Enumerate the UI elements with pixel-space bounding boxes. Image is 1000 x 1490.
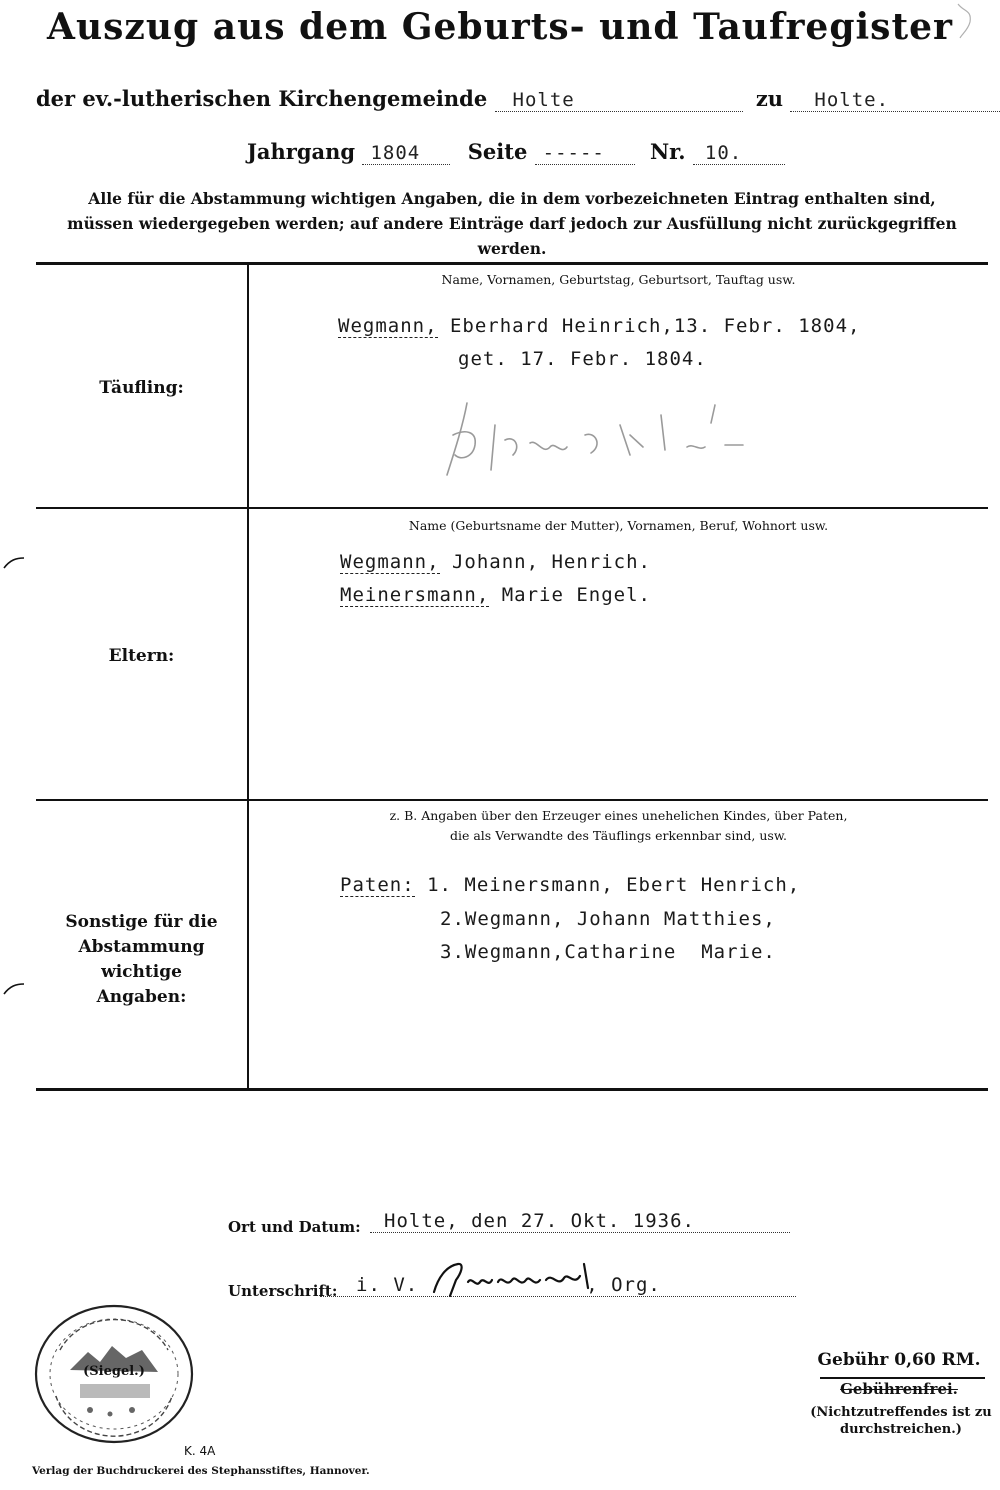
row-divider-1: [36, 507, 988, 509]
jahrgang-label: Jahrgang: [247, 139, 356, 164]
sonstige-label-line-3: Angaben:: [96, 987, 187, 1007]
zu-label: zu: [755, 86, 784, 111]
ort-datum-value: [370, 1210, 790, 1233]
pate-3: 3.Wegmann,Catharine Marie.: [440, 941, 776, 963]
mother-names: Marie Engel.: [489, 584, 651, 606]
unterschrift-suffix: , Org.: [586, 1274, 661, 1296]
eltern-heading: Name (Geburtsname der Mutter), Vornamen, Beruf, Wohnort usw.: [408, 518, 829, 533]
pate-line-1: [340, 874, 800, 896]
unterschrift-prefix: i. V.: [356, 1274, 419, 1296]
seite-label: Seite: [467, 139, 528, 164]
fee-free-struck: Gebührenfrei.: [840, 1380, 958, 1398]
fee-note: [806, 1404, 996, 1438]
father-surname: Wegmann,: [340, 551, 440, 573]
sonstige-label: [36, 910, 247, 1010]
table-bottom-rule: [36, 1088, 988, 1091]
parish-line: [36, 86, 1000, 112]
paten-label: Paten:: [340, 874, 415, 896]
father-names: Johann, Henrich.: [439, 551, 651, 573]
nr-value: 10.: [693, 142, 785, 165]
mother-surname: Meinersmann,: [340, 584, 490, 606]
jahrgang-line: [247, 139, 785, 165]
publisher-imprint: Verlag der Buchdruckerei des Stephansstiftes, Hannover.: [32, 1465, 370, 1477]
parish-prefix: der ev.-lutherischen Kirchengemeinde: [36, 86, 488, 111]
mother-line: [340, 584, 651, 606]
fee-separator: [820, 1377, 985, 1379]
sonstige-heading-line-2: die als Verwandte des Täuflings erkennbar sind, usw.: [449, 828, 788, 843]
taeufling-names-date: Eberhard Heinrich,13. Febr. 1804,: [437, 315, 861, 337]
table-top-rule: [36, 262, 988, 265]
ort-datum-text: Holte, den 27. Okt. 1936.: [384, 1210, 695, 1232]
seal-center-text: (Siegel.): [83, 1364, 145, 1379]
ort-datum-label: Ort und Datum:: [228, 1218, 361, 1236]
church-seal: [30, 1300, 198, 1450]
notice-line-2: müssen wiedergegeben werden; auf andere Einträge darf jedoch zur Ausfüllung nicht zurückgegriffen werden.: [67, 214, 957, 258]
margin-mark-1: [2, 556, 26, 570]
pate-2: 2.Wegmann, Johann Matthies,: [440, 908, 776, 930]
row-divider-2: [36, 799, 988, 801]
taeufling-line-2: get. 17. Febr. 1804.: [458, 348, 707, 370]
taeufling-heading: Name, Vornamen, Geburtstag, Geburtsort, Tauftag usw.: [441, 272, 796, 287]
parish-name: Holte: [495, 89, 743, 112]
taeufling-line-1: [338, 315, 860, 337]
sonstige-label-line-2: Abstammung wichtige: [78, 937, 205, 982]
pate-1: 1. Meinersmann, Ebert Henrich,: [414, 874, 801, 896]
fee-note-line-1: (Nichtzutreffendes ist zu: [810, 1405, 992, 1420]
sonstige-heading-line-1: z. B. Angaben über den Erzeuger eines unehelichen Kindes, über Paten,: [389, 808, 848, 823]
notice-line-1: Alle für die Abstammung wichtigen Angaben, die in dem vorbezeichneten Eintrag enthalten sind,: [88, 189, 936, 208]
father-line: [340, 551, 651, 573]
instruction-notice: [36, 186, 988, 261]
sonstige-label-line-1: Sonstige für die: [65, 912, 218, 932]
pencil-annotation: [425, 395, 755, 490]
jahrgang-value: 1804: [362, 142, 450, 165]
fee-note-line-2: durchstreichen.): [840, 1422, 962, 1437]
taeufling-surname: Wegmann,: [338, 315, 438, 337]
seite-value: -----: [535, 142, 635, 165]
zu-place: Holte.: [790, 89, 1000, 112]
margin-mark-2: [2, 982, 26, 996]
sonstige-heading: [249, 806, 988, 846]
unterschrift-label: Unterschrift:: [228, 1282, 338, 1300]
eltern-label: Eltern:: [108, 646, 175, 666]
nr-label: Nr.: [649, 139, 686, 164]
column-divider: [247, 265, 249, 1088]
document-title: Auszug aus dem Geburts- und Taufregister: [47, 6, 953, 48]
corner-pencil-mark: [952, 0, 982, 40]
form-number: K. 4A: [184, 1444, 216, 1458]
taeufling-label: Täufling:: [99, 378, 184, 398]
fee-amount: Gebühr 0,60 RM.: [817, 1350, 981, 1370]
handwritten-signature: [428, 1258, 598, 1306]
